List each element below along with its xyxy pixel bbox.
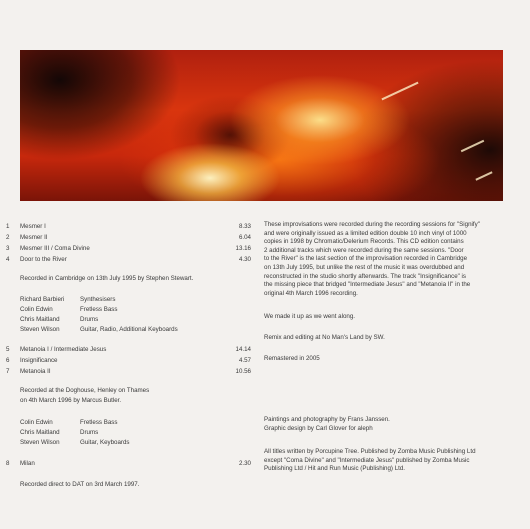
made-up-line: We made it up as we went along. — [264, 313, 356, 320]
personnel-row — [20, 316, 99, 323]
track-row — [0, 357, 255, 366]
track-title: Mesmer II — [20, 234, 48, 241]
track-number: 7 — [6, 368, 10, 375]
personnel-row — [20, 419, 118, 426]
light-streak — [475, 171, 492, 180]
track-duration: 4.30 — [238, 256, 251, 263]
text-line: original 4th March 1996 recording. — [264, 289, 358, 297]
recording-note: Recorded at the Doghouse, Henley on Thames — [20, 387, 150, 394]
track-row — [0, 368, 255, 377]
musician-name: Colin Edwin — [20, 419, 53, 426]
track-number: 2 — [6, 234, 10, 241]
personnel-row — [20, 326, 178, 333]
track-row — [0, 460, 255, 469]
musician-name: Chris Maitland — [20, 316, 60, 323]
text-line: except "Coma Divine" and "Intermediate Jesus" published by Zomba Music — [264, 456, 470, 464]
musician-role: Fretless Bass — [80, 419, 118, 426]
credits-paragraph — [264, 416, 514, 433]
remix-line: Remix and editing at No Man's Land by SW. — [264, 334, 385, 341]
recording-note: Recorded direct to DAT on 3rd March 1997. — [20, 481, 140, 488]
track-number: 6 — [6, 357, 10, 364]
track-row — [0, 245, 255, 254]
track-title: Metanoia II — [20, 368, 51, 375]
text-line: reconstructed in the studio shortly afterwards. The track "Insignificance" is — [264, 272, 467, 280]
text-line: 2 additional tracks which were recorded during the same sessions. "Door — [264, 246, 464, 254]
track-title: Milan — [20, 460, 35, 467]
cover-photo — [20, 50, 503, 201]
recording-note: Recorded in Cambridge on 13th July 1995 by Stephen Stewart. — [20, 275, 194, 282]
track-title: Door to the River — [20, 256, 67, 263]
musician-role: Guitar, Radio, Additional Keyboards — [80, 326, 178, 333]
track-title: Mesmer III / Coma Divine — [20, 245, 90, 252]
text-line: Graphic design by Carl Glover for aleph — [264, 424, 373, 432]
track-number: 3 — [6, 245, 10, 252]
publishing-paragraph — [264, 448, 514, 474]
light-streak — [461, 140, 485, 152]
musician-name: Steven Wilson — [20, 439, 60, 446]
track-row — [0, 234, 255, 243]
track-number: 4 — [6, 256, 10, 263]
text-line: These improvisations were recorded during the recording sessions for "Signify" — [264, 221, 480, 228]
track-row — [0, 256, 255, 265]
text-line: and were originally issued as a limited edition double 10 inch vinyl of 1000 — [264, 229, 467, 237]
musician-role: Drums — [80, 429, 99, 436]
track-duration: 4.57 — [238, 357, 251, 364]
track-number: 5 — [6, 346, 10, 353]
track-duration: 6.04 — [238, 234, 251, 241]
track-duration: 8.33 — [238, 223, 251, 230]
text-line: Paintings and photography by Frans Janssen. — [264, 416, 390, 423]
light-streak — [381, 82, 418, 101]
musician-name: Richard Barbieri — [20, 296, 65, 303]
track-duration: 13.16 — [235, 245, 251, 252]
musician-name: Chris Maitland — [20, 429, 60, 436]
personnel-row — [20, 296, 116, 303]
recording-note: on 4th March 1996 by Marcus Butler. — [20, 397, 122, 404]
track-title: Mesmer I — [20, 223, 46, 230]
track-title: Metanoia I / Intermediate Jesus — [20, 346, 107, 353]
track-duration: 10.56 — [235, 368, 251, 375]
musician-role: Synthesisers — [80, 296, 116, 303]
musician-role: Guitar, Keyboards — [80, 439, 130, 446]
intro-paragraph — [264, 221, 514, 298]
remastered-line: Remastered in 2005 — [264, 355, 320, 362]
text-line: on 13th July 1995, but unlike the rest of the music it was overdubbed and — [264, 263, 465, 271]
text-line: the missing piece that bridged "Intermediate Jesus" and "Metanoia II" in the — [264, 281, 471, 289]
text-line: to the River" is the last section of the improvisation recorded in Cambridge — [264, 255, 468, 263]
track-number: 1 — [6, 223, 10, 230]
musician-name: Steven Wilson — [20, 326, 60, 333]
text-line: copies in 1998 by Chromatic/Delerium Records. This CD edition contains — [264, 238, 464, 246]
musician-role: Fretless Bass — [80, 306, 118, 313]
text-line: All titles written by Porcupine Tree. Published by Zomba Music Publishing Ltd — [264, 448, 476, 455]
personnel-row — [20, 306, 118, 313]
personnel-row — [20, 429, 99, 436]
track-row — [0, 223, 255, 232]
text-line: Publishing Ltd / Hit and Run Music (Publishing) Ltd. — [264, 465, 406, 473]
track-number: 8 — [6, 460, 10, 467]
track-title: Insignificance — [20, 357, 58, 364]
track-row — [0, 346, 255, 355]
track-duration: 2.30 — [238, 460, 251, 467]
track-duration: 14.14 — [235, 346, 251, 353]
personnel-row — [20, 439, 130, 446]
musician-name: Colin Edwin — [20, 306, 53, 313]
musician-role: Drums — [80, 316, 99, 323]
